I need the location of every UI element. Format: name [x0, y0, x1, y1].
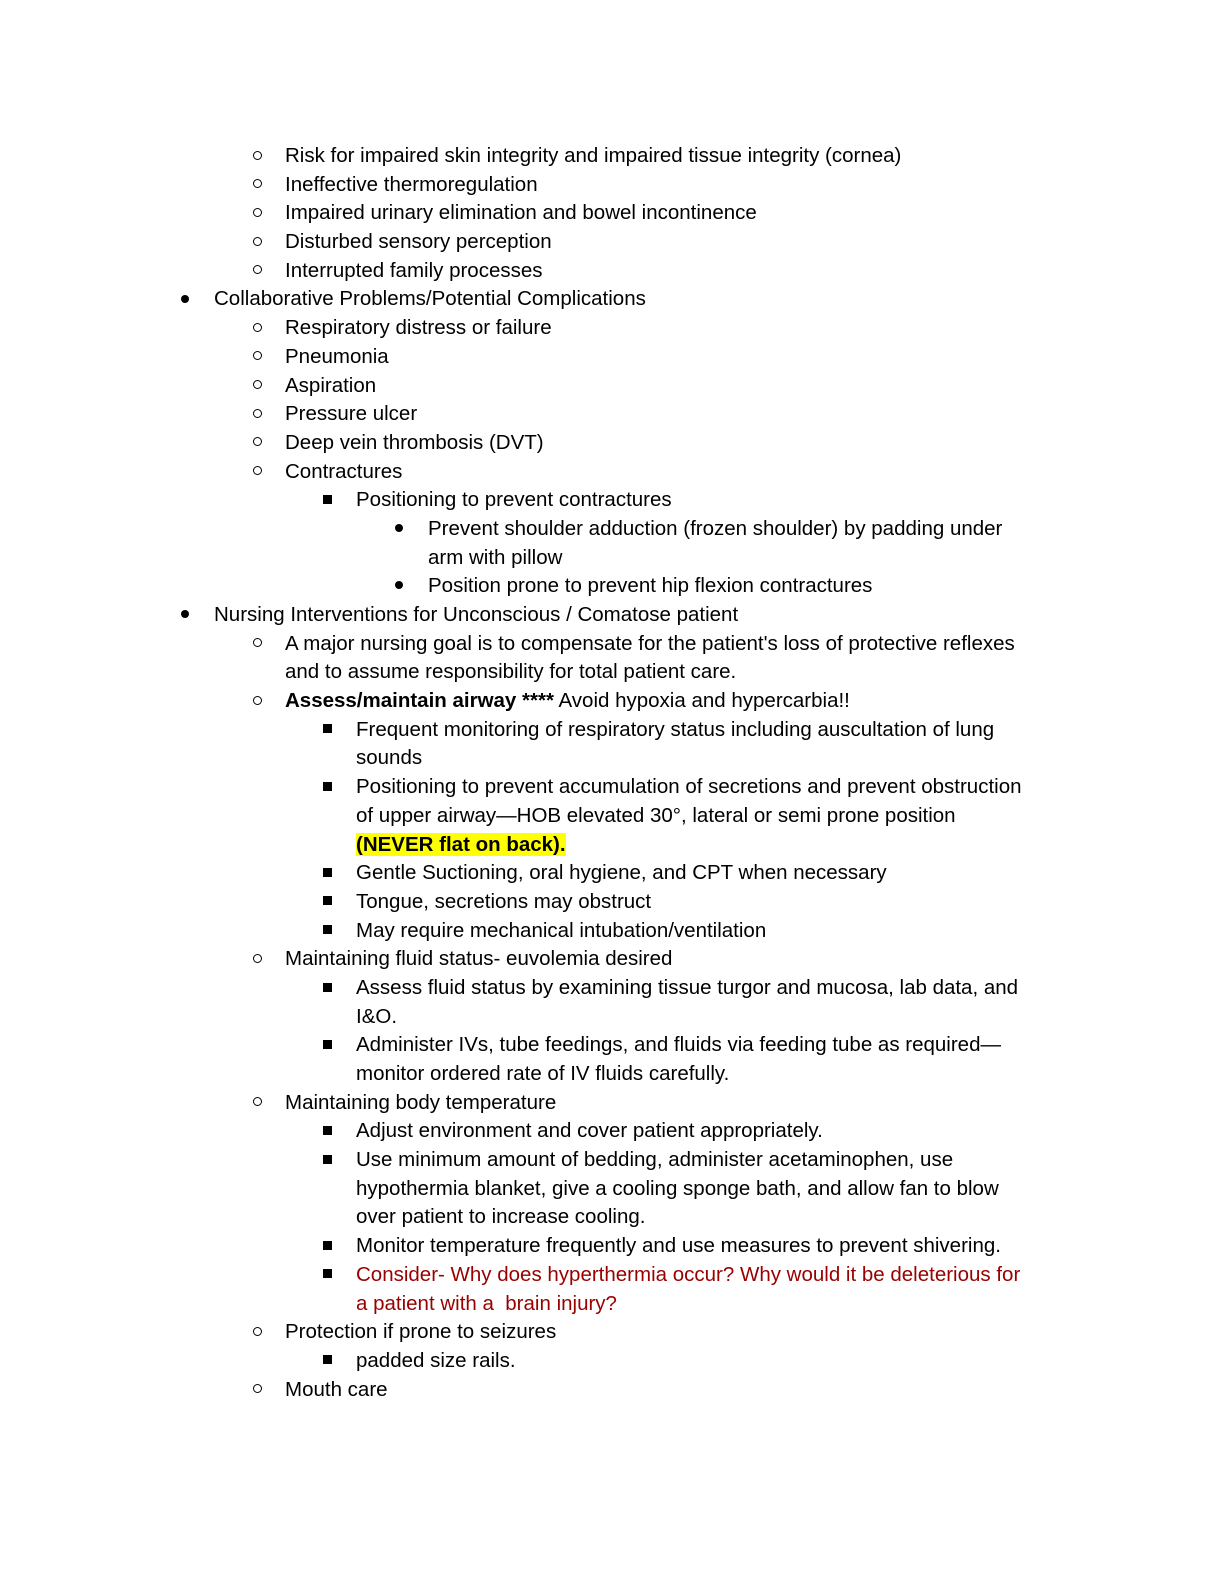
list-item: May require mechanical intubation/ventilation [0, 917, 1224, 946]
list-item-continuation [0, 831, 1224, 860]
hollow-bullet-icon [253, 323, 262, 332]
square-bullet-icon [323, 1269, 332, 1278]
square-bullet-icon [323, 983, 332, 992]
list-item-continuation: arm with pillow [428, 545, 563, 569]
list-item-continuation: hypothermia blanket, give a cooling sponge bath, and allow fan to blow [356, 1176, 999, 1200]
list-item: Maintaining body temperature [0, 1089, 1224, 1118]
list-item: Monitor temperature frequently and use measures to prevent shivering. [0, 1232, 1224, 1261]
square-bullet-icon [323, 868, 332, 877]
list-item: Deep vein thrombosis (DVT) [0, 429, 1224, 458]
list-item: Pressure ulcer [0, 400, 1224, 429]
list-item: Administer IVs, tube feedings, and fluids via feeding tube as required— [0, 1031, 1224, 1060]
hollow-bullet-icon [253, 151, 262, 160]
section-heading-item: Nursing Interventions for Unconscious / Comatose patient [0, 601, 1224, 630]
highlighted-warning: (NEVER flat on back). [356, 832, 566, 856]
hollow-bullet-icon [253, 409, 262, 418]
list-item: padded size rails. [0, 1347, 1224, 1376]
hollow-bullet-icon [253, 179, 262, 188]
list-item-continuation: a patient with a brain injury? [356, 1291, 617, 1315]
hollow-bullet-icon [253, 954, 262, 963]
filled-bullet-icon [181, 295, 189, 303]
hollow-bullet-icon [253, 437, 262, 446]
list-item: A major nursing goal is to compensate for the patient's loss of protective reflexes [0, 630, 1224, 659]
list-item: Aspiration [0, 372, 1224, 401]
list-item: Disturbed sensory perception [0, 228, 1224, 257]
document-body [0, 142, 1224, 1404]
hollow-bullet-icon [253, 1097, 262, 1106]
list-item-continuation: of upper airway—HOB elevated 30°, lateral or semi prone position [356, 803, 956, 827]
list-item: Assess fluid status by examining tissue turgor and mucosa, lab data, and [0, 974, 1224, 1003]
list-item: Impaired urinary elimination and bowel incontinence [0, 199, 1224, 228]
list-item: Ineffective thermoregulation [0, 171, 1224, 200]
list-item: Prevent shoulder adduction (frozen shoulder) by padding under [0, 515, 1224, 544]
hollow-bullet-icon [253, 466, 262, 475]
square-bullet-icon [323, 495, 332, 504]
square-bullet-icon [323, 925, 332, 934]
hollow-bullet-icon [253, 265, 262, 274]
filled-bullet-icon [181, 610, 189, 618]
list-item: Use minimum amount of bedding, administer acetaminophen, use [0, 1146, 1224, 1175]
section-heading-item: Collaborative Problems/Potential Complications [0, 285, 1224, 314]
list-item-question: Consider- Why does hyperthermia occur? Why would it be deleterious for [0, 1261, 1224, 1290]
square-bullet-icon [323, 1126, 332, 1135]
square-bullet-icon [323, 782, 332, 791]
square-bullet-icon [323, 1355, 332, 1364]
list-item-continuation: sounds [356, 746, 423, 770]
list-item-continuation: and to assume responsibility for total patient care. [285, 660, 737, 684]
hollow-bullet-icon [253, 1327, 262, 1336]
hollow-bullet-icon [253, 237, 262, 246]
list-item: Protection if prone to seizures [0, 1318, 1224, 1347]
list-item: Gentle Suctioning, oral hygiene, and CPT when necessary [0, 859, 1224, 888]
list-item: Contractures [0, 458, 1224, 487]
square-bullet-icon [323, 724, 332, 733]
list-item: Positioning to prevent accumulation of secretions and prevent obstruction [0, 773, 1224, 802]
square-bullet-icon [323, 1241, 332, 1250]
list-item-continuation: I&O. [356, 1004, 398, 1028]
hollow-bullet-icon [253, 380, 262, 389]
list-item-continuation: monitor ordered rate of IV fluids carefully. [356, 1062, 730, 1085]
list-item-continuation: over patient to increase cooling. [356, 1205, 646, 1229]
hollow-bullet-icon [253, 696, 262, 705]
list-item: Tongue, secretions may obstruct [0, 888, 1224, 917]
list-item [0, 687, 1224, 716]
hollow-bullet-icon [253, 638, 262, 647]
hollow-bullet-icon [253, 1384, 262, 1393]
hollow-bullet-icon [253, 208, 262, 217]
airway-note: Avoid hypoxia and hypercarbia!! [553, 689, 850, 713]
filled-bullet-icon [395, 581, 403, 589]
list-item: Position prone to prevent hip flexion contractures [0, 572, 1224, 601]
list-item: Respiratory distress or failure [0, 314, 1224, 343]
list-item: Mouth care [0, 1376, 1224, 1405]
square-bullet-icon [323, 896, 332, 905]
square-bullet-icon [323, 1155, 332, 1164]
list-item: Frequent monitoring of respiratory status including auscultation of lung [0, 716, 1224, 745]
square-bullet-icon [323, 1040, 332, 1049]
hollow-bullet-icon [253, 351, 262, 360]
list-item: Pneumonia [0, 343, 1224, 372]
list-item: Interrupted family processes [0, 257, 1224, 286]
list-item: Maintaining fluid status- euvolemia desired [0, 945, 1224, 974]
list-item: Adjust environment and cover patient appropriately. [0, 1117, 1224, 1146]
list-item: Positioning to prevent contractures [0, 486, 1224, 515]
filled-bullet-icon [395, 524, 403, 532]
airway-bold-label: Assess/maintain airway **** [285, 689, 554, 713]
list-item: Risk for impaired skin integrity and impaired tissue integrity (cornea) [0, 142, 1224, 171]
